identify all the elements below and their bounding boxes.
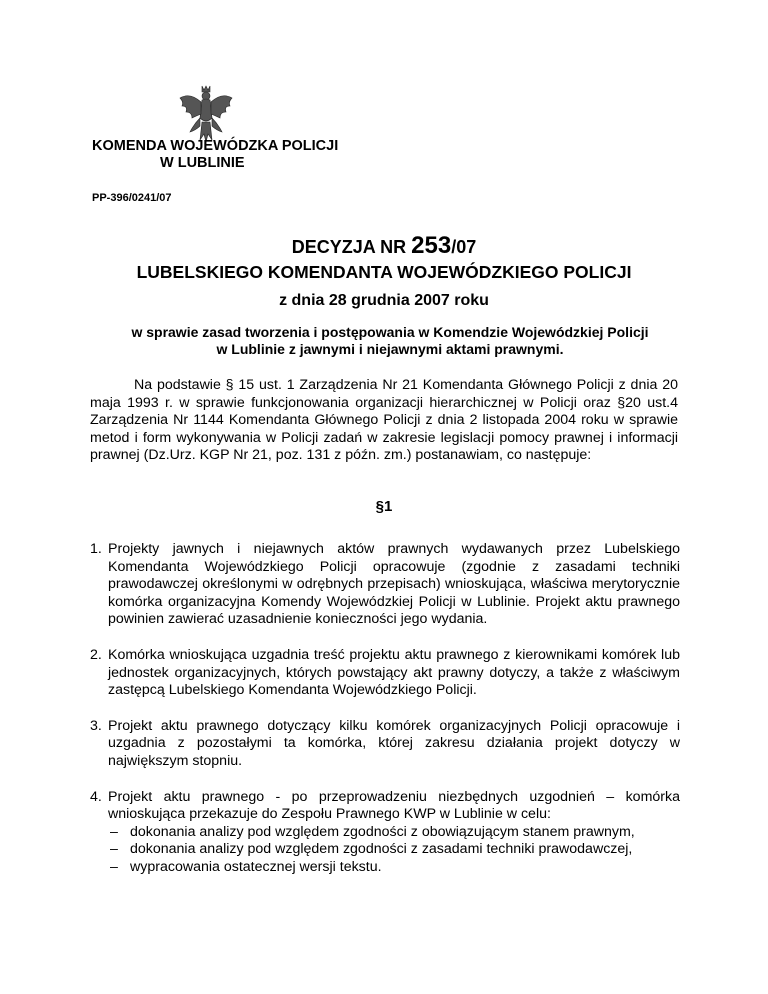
dash-bullet: – [110, 823, 118, 840]
decision-date: z dnia 28 grudnia 2007 roku [279, 292, 489, 309]
org-line-2: W LUBLINIE [160, 155, 245, 171]
provisions-list [90, 541, 680, 877]
list-item [90, 647, 680, 700]
item-text: Projekt aktu prawnego dotyczący kilku komórek organizacyjnych Policji opracowuje i uzgadnia z pozostałymi ta komórka, której zakresu działania projekt dotyczy w największym stopniu. [108, 717, 680, 769]
item-number: 3. [90, 717, 102, 734]
sub-item-text: dokonania analizy pod względem zgodności z zasadami techniki prawodawczej, [130, 841, 633, 858]
decision-subject [90, 324, 690, 358]
item-text: Komórka wnioskująca uzgadnia treść projektu aktu prawnego z kierownikami komórek lub jednostek organizacyjnych, których powstający akt prawny dotyczy, a także z właściwym zastępcą Lubelskiego Komendanta Wojewódzkiego Policji. [108, 646, 680, 699]
issuer-title: LUBELSKIEGO KOMENDANTA WOJEWÓDZKIEGO POLICJI [136, 262, 632, 282]
org-line-1: KOMENDA WOJEWÓDZKA POLICJI [92, 138, 339, 154]
eagle-emblem-icon [176, 84, 236, 146]
item-number: 2. [90, 646, 102, 663]
sub-list-item [108, 841, 680, 859]
section-heading: §1 [375, 498, 393, 515]
subject-line-1: w sprawie zasad tworzenia i postępowania w Komendzie Wojewódzkiej Policji [131, 324, 649, 340]
item-text: Projekty jawnych i niejawnych aktów prawnych wydawanych przez Lubelskiego Komendanta Wojewódzkiego Policji opracowuje (zgodnie z zasadami techniki prawodawczej określonymi w odrębnych przepisach) wnioskująca, właściwa merytorycznie komórka organizacyjna Komendy Wojewódzkiej Policji w Lublinie. Projekt aktu prawnego powinien zawierać uzasadnienie konieczności jego wydania. [108, 541, 680, 628]
sub-list-item [108, 824, 680, 842]
decision-title-prefix: DECYZJA NR [291, 237, 412, 257]
dash-bullet: – [110, 841, 118, 858]
organization-name [92, 138, 338, 172]
list-item [90, 718, 680, 771]
item-number: 4. [90, 788, 102, 805]
list-item [90, 789, 680, 877]
item-number: 1. [90, 541, 102, 557]
sub-list [108, 824, 680, 877]
decision-title-suffix: /07 [451, 237, 477, 257]
list-item [90, 541, 680, 629]
sub-item-text: wypracowania ostatecznej wersji tekstu. [130, 858, 382, 875]
dash-bullet: – [110, 858, 118, 875]
preamble-paragraph: Na podstawie § 15 ust. 1 Zarządzenia Nr 21 Komendanta Głównego Policji z dnia 20 maja 1993 r. w sprawie funkcjonowania organizacji hierarchicznej w Policji oraz §20 ust.4 Zarządzenia Nr 1144 Komendanta Głównego Policji z dnia 2 listopada 2004 roku w sprawie metod i form wykonywania w Policji zadań w zakresie legislacji pomocy prawnej i informacji prawnej (Dz.Urz. KGP Nr 21, poz. 131 z późn. zm.) postanawiam, co następuje: [90, 377, 678, 464]
reference-number: PP-396/0241/07 [92, 192, 172, 204]
decision-number: 253 [411, 232, 452, 259]
sub-list-item [108, 859, 680, 877]
subject-line-2: w Lublinie z jawnymi i niejawnymi aktami prawnymi. [216, 341, 564, 357]
item-text: Projekt aktu prawnego - po przeprowadzeniu niezbędnych uzgodnień – komórka wnioskująca przekazuje do Zespołu Prawnego KWP w Lublinie w celu: [108, 788, 680, 823]
decision-title [0, 232, 768, 260]
sub-item-text: dokonania analizy pod względem zgodności z obowiązującym stanem prawnym, [130, 823, 635, 840]
